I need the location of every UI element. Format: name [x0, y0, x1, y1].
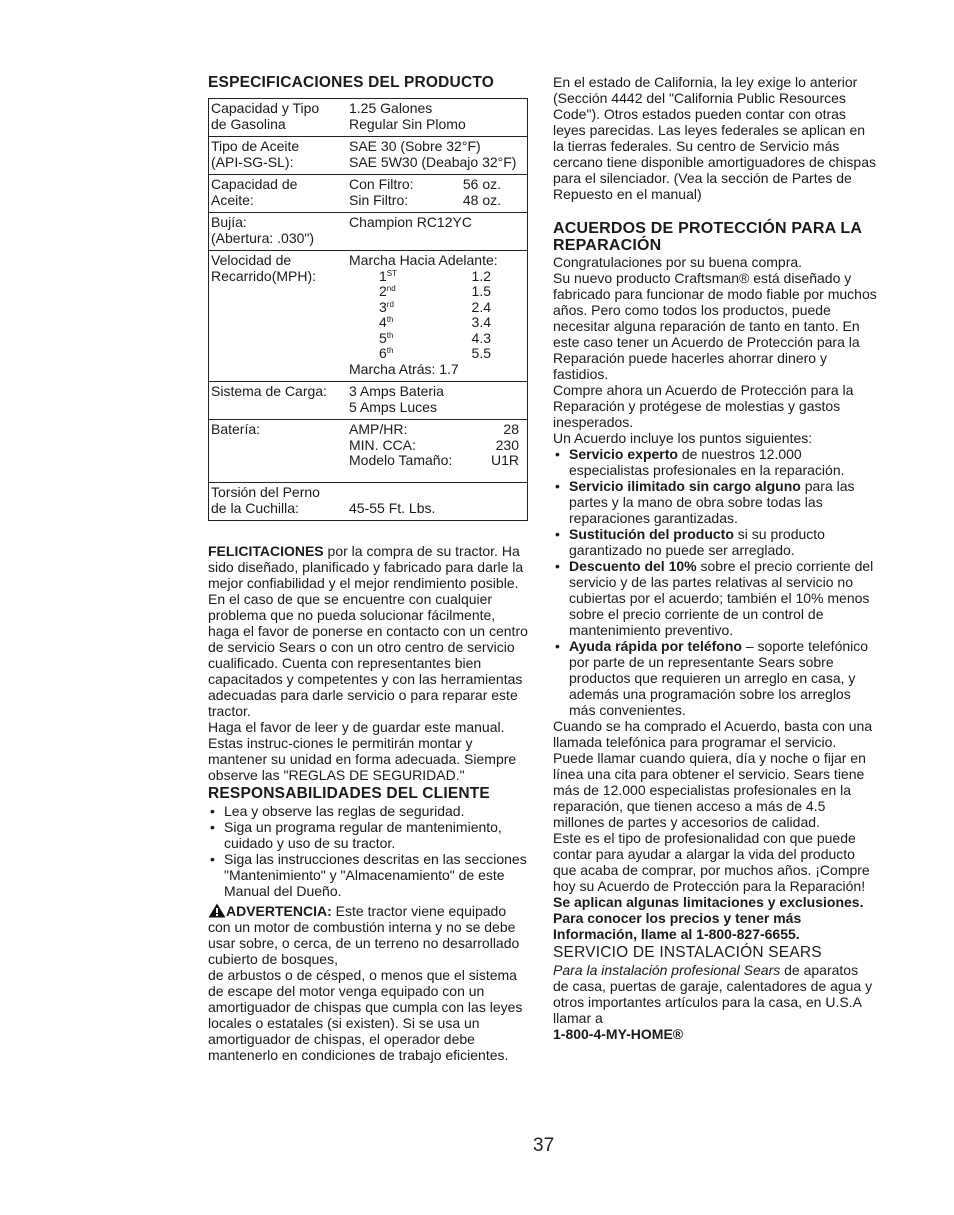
spec-value: 45-55 Ft. Lbs.: [349, 499, 436, 516]
spec-value: 3 Amps Bateria: [349, 383, 444, 399]
congrats-text: por la compra de su tractor. Ha sido diseñado, planificado y fabricado para darle la mejor confiabilidad y el mejor rendimiento posible.: [208, 543, 524, 591]
list-item: • Sustitución del producto si su producto garantizado no puede ser arreglado.: [553, 526, 877, 558]
california-paragraph: En el estado de California, la ley exige lo anterior (Sección 4442 del "California Public Resources Code"). Otros estados pueden contar con otras leyes parecidas. Las leyes federales se aplican en la tierras federales. Su centro de Servicio más cercano tiene disponible amortiguadores de chispas para el silenciador. (Vea la sección de Partes de Repuesto en el manual): [553, 74, 876, 202]
list-item: • Lea y observe las reglas de seguridad.: [208, 803, 530, 819]
warning-text: Este tractor viene equipado con un motor de combustión interna y no se debe usar sobre, o cerca, de un terreno no desarrollado cubierto de bosques,: [208, 903, 520, 967]
spec-value: SAE 5W30 (Deabajo 32°F): [349, 153, 517, 170]
spec-value: Regular Sin Plomo: [349, 115, 466, 132]
body-paragraph: Haga el favor de leer y de guardar este manual. Estas instruc-ciones le permitirán montar y mantener su unidad en forma adecuada. Siempre observe las "REGLAS DE SEGURIDAD.": [208, 719, 517, 783]
spec-kv: [349, 453, 525, 469]
left-column: [208, 74, 530, 1063]
spec-label: Tipo de Aceite: [211, 138, 300, 154]
gear-row: 1ST 1.2: [379, 267, 491, 284]
spec-label: Sistema de Carga:: [211, 383, 327, 399]
installation-text: de aparatos de casa, puertas de garaje, calentadores de agua y otros importantes artículos para la casa, en U.S.A llamar a: [553, 962, 873, 1026]
installation-phone: 1-800-4-MY-HOME®: [553, 1026, 684, 1042]
spec-label: (Abertura: .030"): [211, 229, 315, 246]
spec-label: de la Cuchilla:: [211, 499, 299, 516]
warning-paragraph: [208, 903, 530, 967]
spec-kv: [349, 422, 525, 438]
body-paragraph: Congratulaciones por su buena compra.: [553, 254, 803, 270]
body-paragraph: Su nuevo producto Craftsman® está diseñado y fabricado para funcionar de modo fiable por muchos años. Pero como todos los productos, puede necesitar alguna reparación de tanto en tanto. En este caso tener un Acuerdo de Protección para la Reparación puede hacerles ahorrar dinero y fastidios.: [553, 270, 877, 382]
responsibilities-list: [208, 803, 530, 899]
spec-label: Aceite:: [211, 191, 254, 208]
gear-row: 5th 4.3: [379, 329, 491, 346]
installation-italic: Para la instalación profesional Sears: [553, 962, 781, 978]
spec-label: (API-SG-SL):: [211, 153, 294, 170]
spec-key: Modelo Tamaño:: [349, 452, 453, 468]
spec-kv: [349, 193, 525, 209]
warning-icon: [208, 903, 226, 918]
warning-label: ADVERTENCIA:: [226, 903, 332, 919]
spec-label: Bujía:: [211, 214, 247, 230]
spec-heading: ESPECIFICACIONES DEL PRODUCTO: [208, 74, 494, 91]
spec-label: Torsión del Perno: [211, 484, 320, 500]
list-item: • Servicio experto de nuestros 12.000 especialistas profesionales en la reparación.: [553, 446, 877, 478]
spec-row-speed: [209, 251, 528, 382]
spec-row-battery: [209, 420, 528, 483]
spec-value: U1R: [490, 452, 519, 468]
spec-key: AMP/HR:: [349, 421, 408, 437]
list-item: • Siga un programa regular de mantenimiento, cuidado y uso de su tractor.: [208, 819, 530, 851]
limitations-notice: Se aplican algunas limitaciones y exclusiones. Para conocer los precios y tener más Información, llame al 1-800-827-6655.: [553, 894, 864, 942]
spec-value: 5 Amps Luces: [349, 398, 437, 415]
spec-value: SAE 30 (Sobre 32°F): [349, 138, 481, 154]
spec-table: [208, 98, 528, 521]
spec-key: Con Filtro:: [349, 176, 414, 192]
gear-row: 3rd 2.4: [379, 298, 491, 315]
body-paragraph: Un Acuerdo incluye los puntos siguientes:: [553, 430, 813, 446]
spec-key: MIN. CCA:: [349, 436, 416, 453]
gear-row: 4th 3.4: [379, 314, 491, 330]
spec-kv: [349, 438, 525, 454]
spec-label: Batería:: [211, 421, 261, 437]
warning-paragraph-continued: de arbustos o de césped, o menos que el sistema de escape del motor venga equipado con un amortiguador de chispas que cumpla con las leyes locales o estatales (si existen). Si se usa un amortiguador de chispas, el operador debe mantenerlo en condiciones de trabajo eficientes.: [208, 967, 523, 1063]
spec-value: 230: [495, 436, 519, 453]
gear-row: 6th 5.5: [379, 345, 491, 361]
spec-label: Velocidad de: [211, 252, 292, 268]
congrats-paragraph: [208, 543, 530, 591]
congrats-bold: FELICITACIONES: [208, 543, 324, 559]
spec-value: 1.25 Galones: [349, 100, 433, 116]
spec-label: Capacidad de: [211, 176, 298, 192]
speed-reverse: Marcha Atrás: 1.7: [349, 360, 459, 377]
spec-kv: [349, 177, 525, 193]
agreement-benefits-list: [553, 446, 877, 718]
installation-paragraph: [553, 962, 877, 1026]
spec-row-charging: [209, 382, 528, 420]
spec-row-oil-capacity: [209, 175, 528, 213]
spec-label: Recarrido(MPH):: [211, 267, 317, 284]
list-item: • Descuento del 10% sobre el precio corriente del servicio y de las partes relativas al servicio no cubiertas por el acuerdo; también el 10% menos sobre el precio corriente de un control de mantenimiento preventivo.: [553, 558, 877, 638]
list-item: • Servicio ilimitado sin cargo alguno para las partes y la mano de obra sobre todas las reparaciones garantizadas.: [553, 478, 877, 526]
list-item: • Siga las instrucciones descritas en las secciones "Mantenimiento" y "Almacenamiento" de este Manual del Dueño.: [208, 851, 530, 899]
list-item: • Ayuda rápida por teléfono – soporte telefónico por parte de un representante Sears sobre productos que requieren un arreglo en casa, y además una programación sobre los arreglos más convenientes.: [553, 638, 877, 718]
spec-value: Champion RC12YC: [349, 214, 472, 230]
spec-label: Capacidad y Tipo: [211, 100, 320, 116]
spec-row-spark-plug: [209, 213, 528, 251]
gear-row: 2nd 1.5: [379, 283, 491, 299]
installation-heading: SERVICIO DE INSTALACIÓN SEARS: [553, 944, 822, 961]
spec-row-fuel: [209, 99, 528, 137]
spec-value: 28: [503, 421, 519, 437]
speed-forward-label: Marcha Hacia Adelante:: [349, 252, 498, 268]
spec-label: de Gasolina: [211, 115, 286, 132]
body-paragraph: Este es el tipo de profesionalidad con que puede contar para ayudar a alargar la vida del producto que acaba de comprar, por muchos años. ¡Compre hoy su Acuerdo de Protección para la Reparación!: [553, 830, 870, 894]
responsibilities-heading: RESPONSABILIDADES DEL CLIENTE: [208, 785, 490, 802]
spec-key: Sin Filtro:: [349, 191, 409, 208]
body-paragraph: En el caso de que se encuentre con cualquier problema que no pueda solucionar fácilmente, haga el favor de ponerse en contacto con un centro de servicio Sears o con un otro centro de servicio cualificado. Cuenta con representantes bien capacitados y competentes y con las herramientas adecuadas para darle servicio o para reparar este tractor.: [208, 591, 528, 719]
spec-row-torque: [209, 483, 528, 521]
body-paragraph: Cuando se ha comprado el Acuerdo, basta con una llamada telefónica para programar el servicio. Puede llamar cuando quiera, día y noche o fijar en línea una cita para obtener el servicio. Sears tiene más de 12.000 especialistas profesionales en la reparación, que tienen acceso a más de 4.5 millones de partes y accesorios de calidad.: [553, 718, 873, 830]
protection-agreement-heading: ACUERDOS DE PROTECCIÓN PARA LA REPARACIÓN: [553, 220, 862, 254]
body-paragraph: Compre ahora un Acuerdo de Protección para la Reparación y protégese de molestias y gastos inesperados.: [553, 382, 854, 430]
page-number: 37: [533, 1135, 555, 1156]
spec-value: 48 oz.: [462, 191, 501, 208]
right-column: [553, 74, 877, 1042]
spec-row-oil: [209, 137, 528, 175]
spec-value: 56 oz.: [462, 176, 501, 192]
